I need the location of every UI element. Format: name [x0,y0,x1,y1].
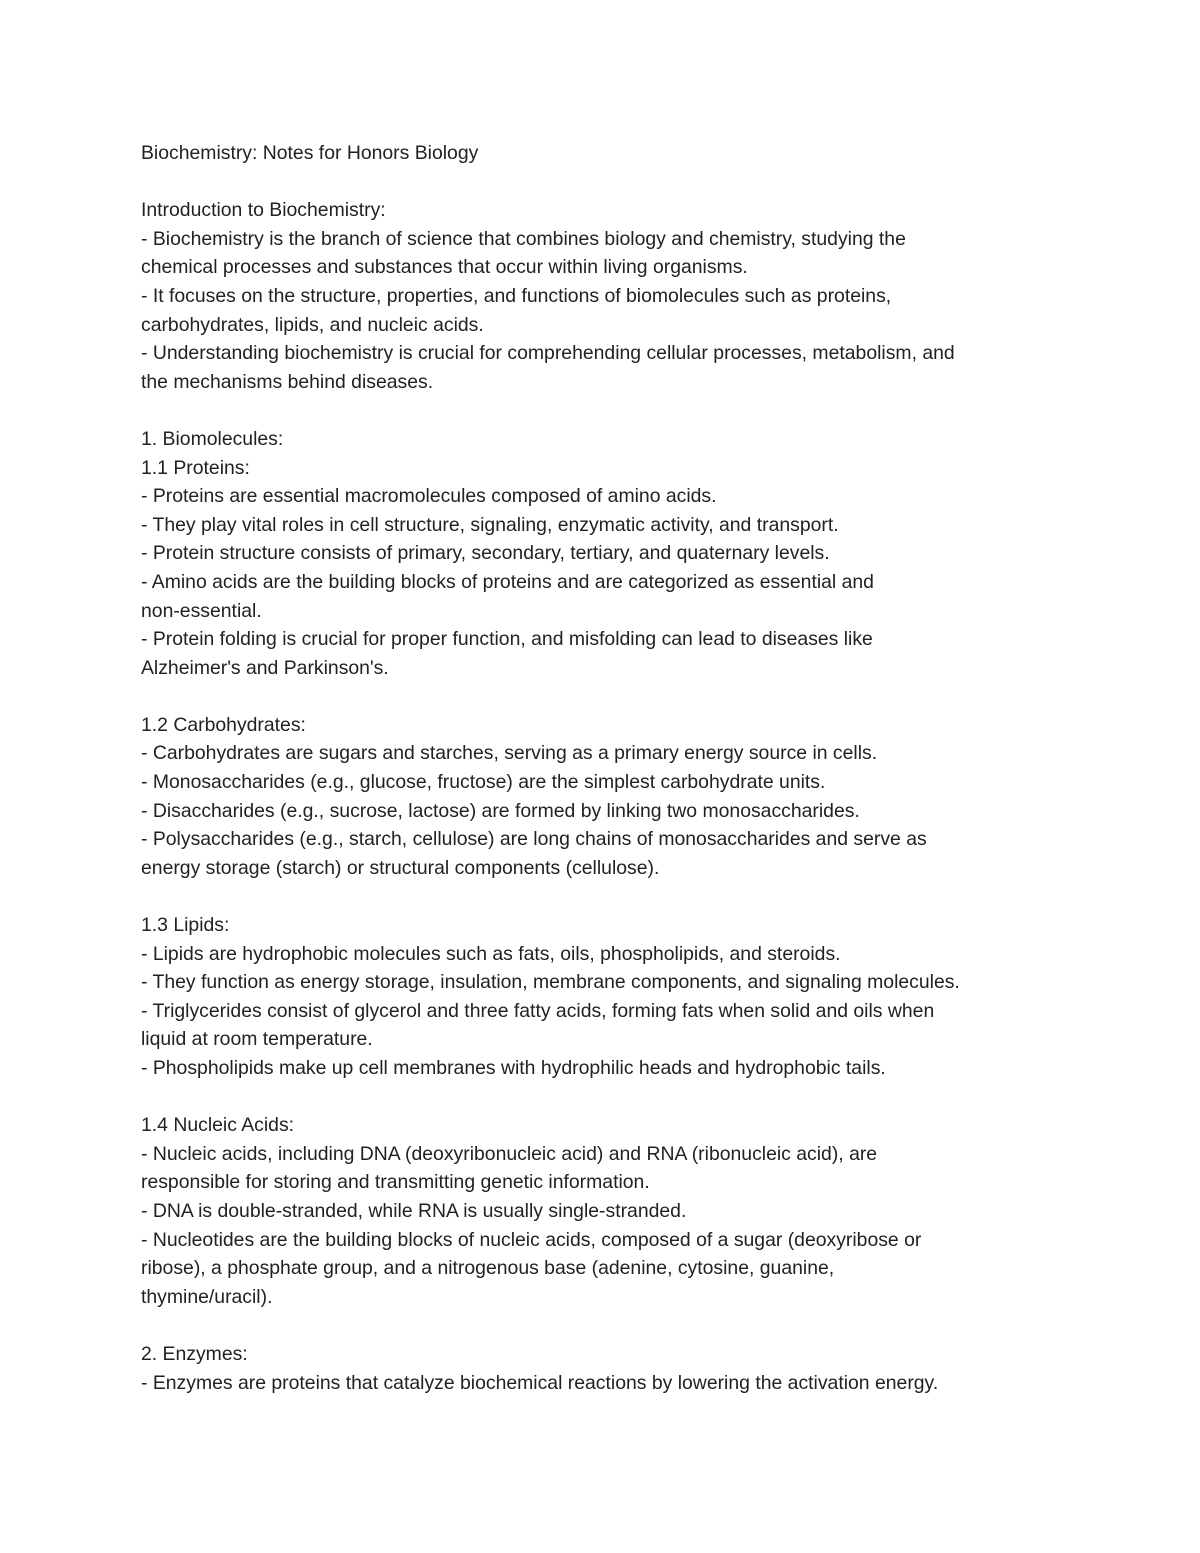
intro-line: chemical processes and substances that occur within living organisms. [141,256,748,279]
intro-line: - It focuses on the structure, properties, and functions of biomolecules such as proteins, [141,284,892,307]
intro-heading: Introduction to Biochemistry: [141,199,386,222]
nucleic-acids-line: - Nucleotides are the building blocks of nucleic acids, composed of a sugar (deoxyribose or [141,1228,922,1251]
proteins-line: non-essential. [141,599,262,622]
intro-line: - Understanding biochemistry is crucial for comprehending cellular processes, metabolism, and [141,342,955,365]
proteins-line: - Proteins are essential macromolecules composed of amino acids. [141,485,717,508]
blank-line [141,1311,1061,1340]
subsection-heading-proteins: 1.1 Proteins: [141,456,250,479]
enzymes-line: - Enzymes are proteins that catalyze biochemical reactions by lowering the activation energy. [141,1371,939,1394]
blank-line [141,882,1061,911]
nucleic-acids-line: responsible for storing and transmitting genetic information. [141,1171,650,1194]
subsection-heading-lipids: 1.3 Lipids: [141,914,230,937]
lipids-line: - Lipids are hydrophobic molecules such as fats, oils, phospholipids, and steroids. [141,942,841,965]
intro-line: the mechanisms behind diseases. [141,370,434,393]
nucleic-acids-line: - Nucleic acids, including DNA (deoxyribonucleic acid) and RNA (ribonucleic acid), are [141,1142,878,1165]
section-heading-biomolecules: 1. Biomolecules: [141,427,284,450]
proteins-line: - Protein structure consists of primary, secondary, tertiary, and quaternary levels. [141,542,830,565]
document-body [141,139,1061,1397]
proteins-line: Alzheimer's and Parkinson's. [141,656,389,679]
subsection-heading-carbohydrates: 1.2 Carbohydrates: [141,713,306,736]
lipids-line: - Phospholipids make up cell membranes with hydrophilic heads and hydrophobic tails. [141,1057,886,1079]
lipids-line: liquid at room temperature. [141,1028,373,1051]
proteins-line: - Protein folding is crucial for proper function, and misfolding can lead to diseases like [141,628,873,651]
blank-line [141,396,1061,425]
blank-line [141,682,1061,711]
blank-line [141,168,1061,197]
intro-line: carbohydrates, lipids, and nucleic acids. [141,313,484,336]
blank-line [141,1083,1061,1112]
nucleic-acids-line: thymine/uracil). [141,1285,273,1308]
carbohydrates-line: - Disaccharides (e.g., sucrose, lactose) are formed by linking two monosaccharides. [141,799,860,822]
nucleic-acids-line: - DNA is double-stranded, while RNA is usually single-stranded. [141,1199,687,1222]
carbohydrates-line: - Carbohydrates are sugars and starches, serving as a primary energy source in cells. [141,742,878,765]
lipids-line: - Triglycerides consist of glycerol and three fatty acids, forming fats when solid and oils when [141,999,935,1022]
carbohydrates-line: energy storage (starch) or structural components (cellulose). [141,856,660,879]
document-title: Biochemistry: Notes for Honors Biology [141,142,479,164]
nucleic-acids-line: ribose), a phosphate group, and a nitrogenous base (adenine, cytosine, guanine, [141,1257,835,1280]
subsection-heading-nucleic-acids: 1.4 Nucleic Acids: [141,1114,295,1137]
section-heading-enzymes: 2. Enzymes: [141,1342,248,1365]
proteins-line: - Amino acids are the building blocks of proteins and are categorized as essential and [141,570,874,593]
proteins-line: - They play vital roles in cell structure, signaling, enzymatic activity, and transport. [141,513,839,536]
carbohydrates-line: - Monosaccharides (e.g., glucose, fructose) are the simplest carbohydrate units. [141,771,826,794]
intro-line: - Biochemistry is the branch of science that combines biology and chemistry, studying the [141,227,906,250]
carbohydrates-line: - Polysaccharides (e.g., starch, cellulose) are long chains of monosaccharides and serve as [141,828,927,851]
lipids-line: - They function as energy storage, insulation, membrane components, and signaling molecules. [141,971,960,994]
